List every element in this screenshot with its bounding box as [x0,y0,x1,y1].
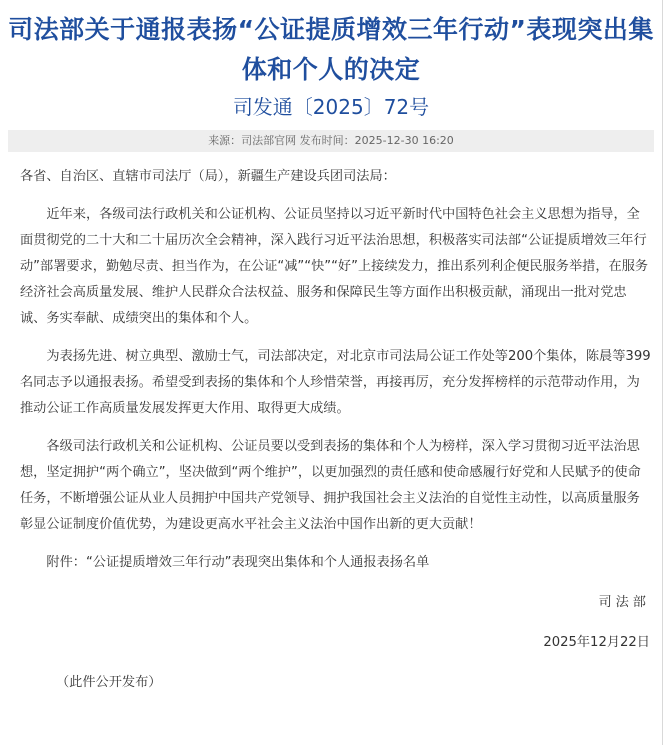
salutation: 各省、自治区、直辖市司法厅（局），新疆生产建设兵团司法局： [20,169,396,184]
article-body [0,164,662,696]
body-paragraph-1: 近年来，各级司法行政机关和公证机构、公证员坚持以习近平新时代中国特色社会主义思想为指导，全面贯彻党的二十大和二十届历次全会精神，深入践行习近平法治思想，积极落实司法部“公证提质增效三年行动”部署要求，勤勉尽责、担当作为，在公证“减”“快”“好”上接续发力，推出系列利企便民服务举措，在服务经济社会高质量发展、维护人民群众合法权益、服务和保障民生等方面作出积极贡献，涌现出一批对党忠诚、务实奉献、成绩突出的集体和个人。 [20,207,649,326]
body-paragraph-3: 各级司法行政机关和公证机构、公证员要以受到表扬的集体和个人为榜样，深入学习贯彻习近平法治思想，坚定拥护“两个确立”，坚决做到“两个维护”，以更加强烈的责任感和使命感履行好党和人民赋予的使命任务，不断增强公证从业人员拥护中国共产党领导、拥护我国社会主义法治的自觉性主动性，以高质量服务彰显公证制度价值优势，为建设更高水平社会主义法治中国作出新的更大贡献！ [20,439,641,532]
signature-block [20,590,652,616]
issue-date: 2025年12月22日 [543,635,650,650]
source-meta-bar: 来源：司法部官网 发布时间：2025-12-30 16:20 [8,130,654,152]
article-title: 司法部关于通报表扬“公证提质增效三年行动”表现突出集体和个人的决定 [8,15,654,84]
body-paragraph-2: 为表扬先进、树立典型、激励士气，司法部决定，对北京市司法局公证工作处等200个集体，陈晨等399名同志予以通报表扬。希望受到表扬的集体和个人珍惜荣誉，再接再厉，充分发挥榜样的示范带动作用，为推动公证工作高质量发展发挥更大作用、取得更大成绩。 [20,349,651,416]
document-number: 司发通〔2025〕72号 [232,95,430,119]
issuer-signature: 司法部 [598,595,650,610]
public-release-note: （此件公开发布） [56,675,162,690]
attachment-line: 附件：“公证提质增效三年行动”表现突出集体和个人通报表扬名单 [46,555,430,570]
